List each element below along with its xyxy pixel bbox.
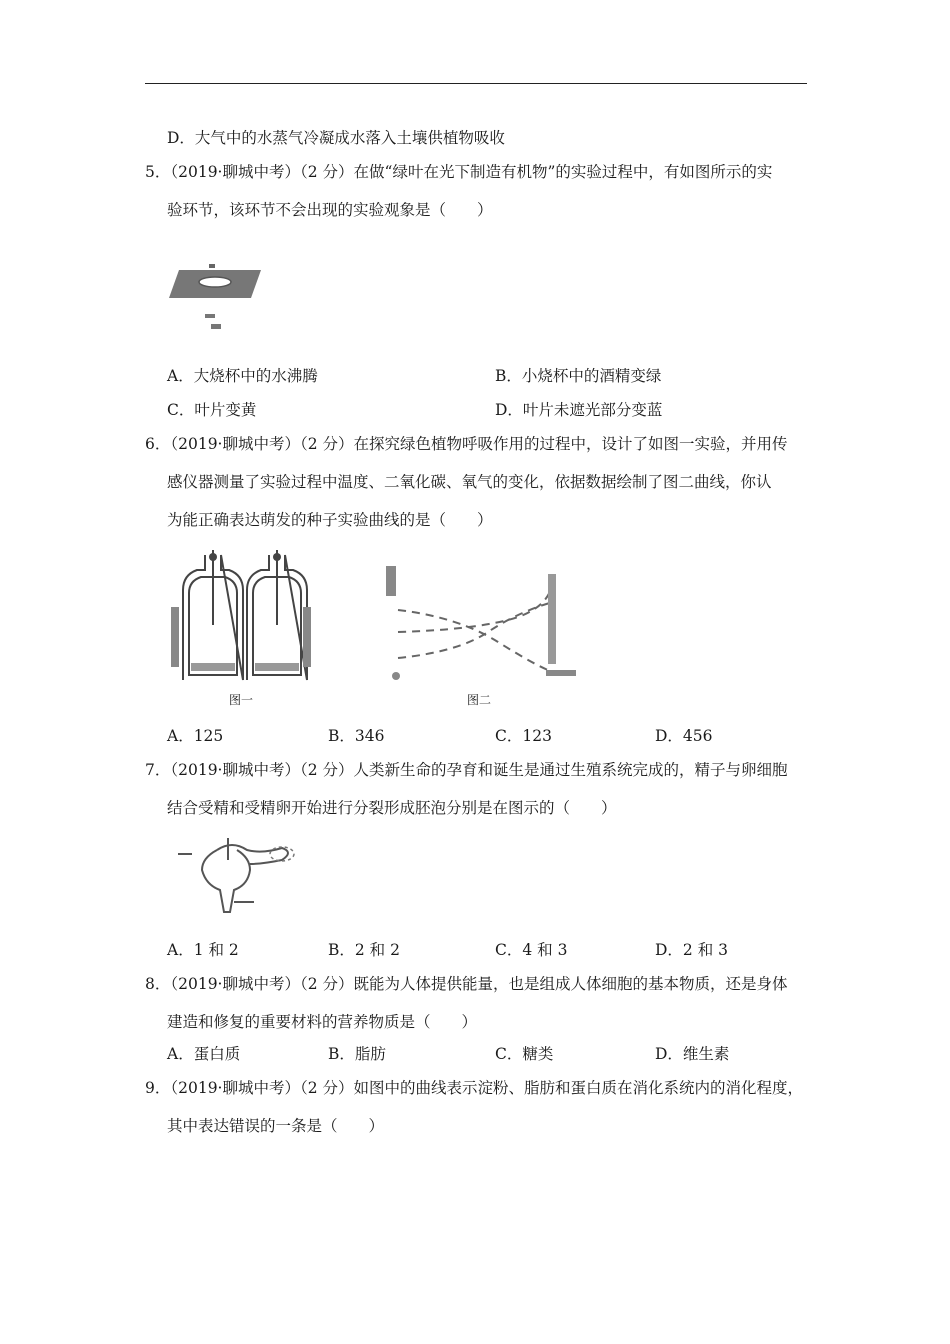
header-rule — [145, 83, 807, 84]
q6-fig2-caption: 图二 — [467, 693, 492, 707]
q9-stem-line1: 9．（2019·聊城中考）（2 分）如图中的曲线表示淀粉、脂肪和蛋白质在消化系统内的消化程度， — [145, 1079, 804, 1097]
q5-stem-line2: 验环节，该环节不会出现的实验观象是（ ） — [167, 201, 493, 219]
q5-stem-line1: 5．（2019·聊城中考）（2 分）在做“绿叶在光下制造有机物”的实验过程中，有如图所示的实 — [145, 163, 773, 181]
q7-option-a: A．1 和 2 — [167, 941, 239, 959]
q7-option-c: C．4 和 3 — [495, 941, 568, 959]
q6-stem-line2: 感仪器测量了实验过程中温度、二氧化碳、氧气的变化，依据数据绘制了图二曲线，你认 — [167, 473, 772, 491]
q7-option-b: B．2 和 2 — [328, 941, 400, 959]
q5-option-d: D．叶片未遮光部分变蓝 — [495, 401, 663, 419]
q8-option-d: D．维生素 — [655, 1045, 730, 1063]
q6-figure-bottles — [165, 545, 315, 705]
q6-option-a: A．125 — [167, 727, 224, 745]
q8-option-c: C．糖类 — [495, 1045, 554, 1063]
q6-option-b: B．346 — [328, 727, 385, 745]
q8-stem-line1: 8．（2019·聊城中考）（2 分）既能为人体提供能量，也是组成人体细胞的基本物质，还是身体 — [145, 975, 788, 993]
q5-leaf-figure — [165, 262, 265, 334]
q8-option-b: B．脂肪 — [328, 1045, 386, 1063]
q7-reproductive-figure — [162, 830, 300, 918]
q5-option-a: A．大烧杯中的水沸腾 — [167, 367, 318, 385]
q7-stem-line1: 7．（2019·聊城中考）（2 分）人类新生命的孕育和诞生是通过生殖系统完成的，精子与卵细胞 — [145, 761, 788, 779]
q5-option-c: C．叶片变黄 — [167, 401, 257, 419]
q9-stem-line2: 其中表达错误的一条是（ ） — [167, 1117, 385, 1135]
q5-option-b: B．小烧杯中的酒精变绿 — [495, 367, 662, 385]
q6-option-d: D．456 — [655, 727, 713, 745]
q4-option-d: D．大气中的水蒸气冷凝成水落入土壤供植物吸收 — [167, 129, 505, 147]
q8-stem-line2: 建造和修复的重要材料的营养物质是（ ） — [167, 1013, 478, 1031]
q6-figure-curves — [378, 562, 583, 692]
q6-stem-line3: 为能正确表达萌发的种子实验曲线的是（ ） — [167, 511, 493, 529]
q7-stem-line2: 结合受精和受精卵开始进行分裂形成胚泡分别是在图示的（ ） — [167, 799, 617, 817]
q8-option-a: A．蛋白质 — [167, 1045, 241, 1063]
q6-stem-line1: 6．（2019·聊城中考）（2 分）在探究绿色植物呼吸作用的过程中，设计了如图一实验，并用传 — [145, 435, 788, 453]
q6-option-c: C．123 — [495, 727, 552, 745]
q6-fig1-caption: 图一 — [229, 693, 254, 707]
q7-option-d: D．2 和 3 — [655, 941, 729, 959]
